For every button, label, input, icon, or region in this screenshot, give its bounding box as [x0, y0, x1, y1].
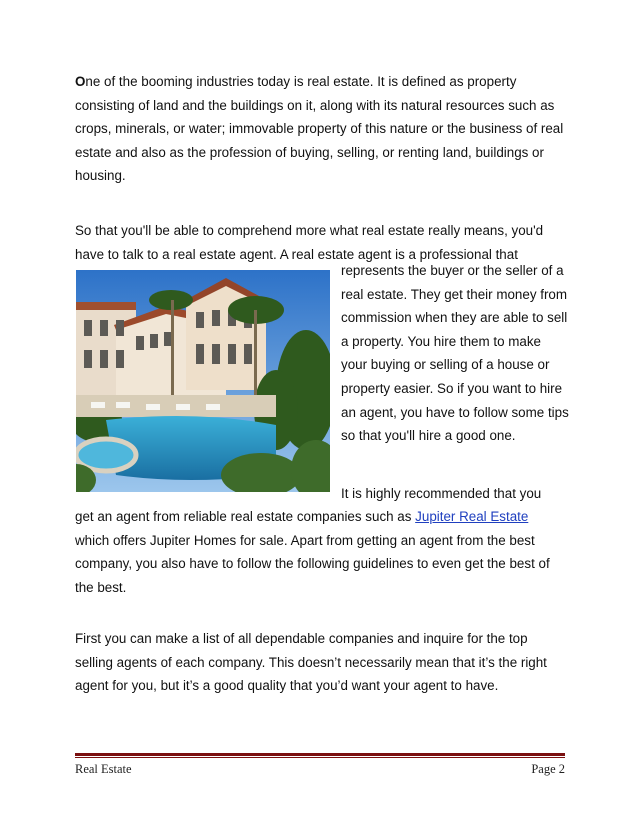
footer-rule-thick [75, 753, 565, 756]
paragraph-first-tip: First you can make a list of all dependable companies and inquire for the top selling agents of each company. This doesn’t necessarily mean that it’s the right agent for you, but it’s a good quality that you’d want your agent to have. [75, 631, 547, 694]
paragraph-intro-text: ne of the booming industries today is real estate. It is defined as property consisting of land and the buildings on it, along with its natural resources such as crops, minerals, or water; immovable property of this nature or the business of real estate and also as the profession of buying, selling, or renting land, buildings or housing. [75, 74, 564, 184]
page-number: Page 2 [531, 762, 565, 776]
recommend-text-after: which offers Jupiter Homes for sale. Apart from getting an agent from the best company, you also have to follow the following guidelines to even get the best of the best. [75, 532, 550, 595]
paragraph-intro [75, 70, 565, 188]
paragraph-agent-intro: So that you'll be able to comprehend more what real estate really means, you'd have to talk to a real estate agent. A real estate agent is a professional that [75, 223, 544, 262]
paragraph-agent-wrap: represents the buyer or the seller of a real estate. They get their money from commission when they are able to sell a property. You hire them to make your buying or selling of a house or property easier. So if you want to hire an agent, you have to follow some tips so that you'll hire a good one. [341, 263, 569, 444]
footer-title: Real Estate [75, 762, 132, 776]
paragraph-recommend-start: It is highly recommended that you [341, 486, 542, 501]
paragraph-recommend [75, 505, 565, 599]
drop-letter: O [75, 74, 86, 89]
footer-rule-thin [75, 757, 565, 758]
jupiter-real-estate-link[interactable]: Jupiter Real Estate [415, 509, 529, 524]
recommend-text-before: get an agent from reliable real estate companies such as [75, 509, 416, 524]
mansion-pool-photo [76, 270, 330, 492]
